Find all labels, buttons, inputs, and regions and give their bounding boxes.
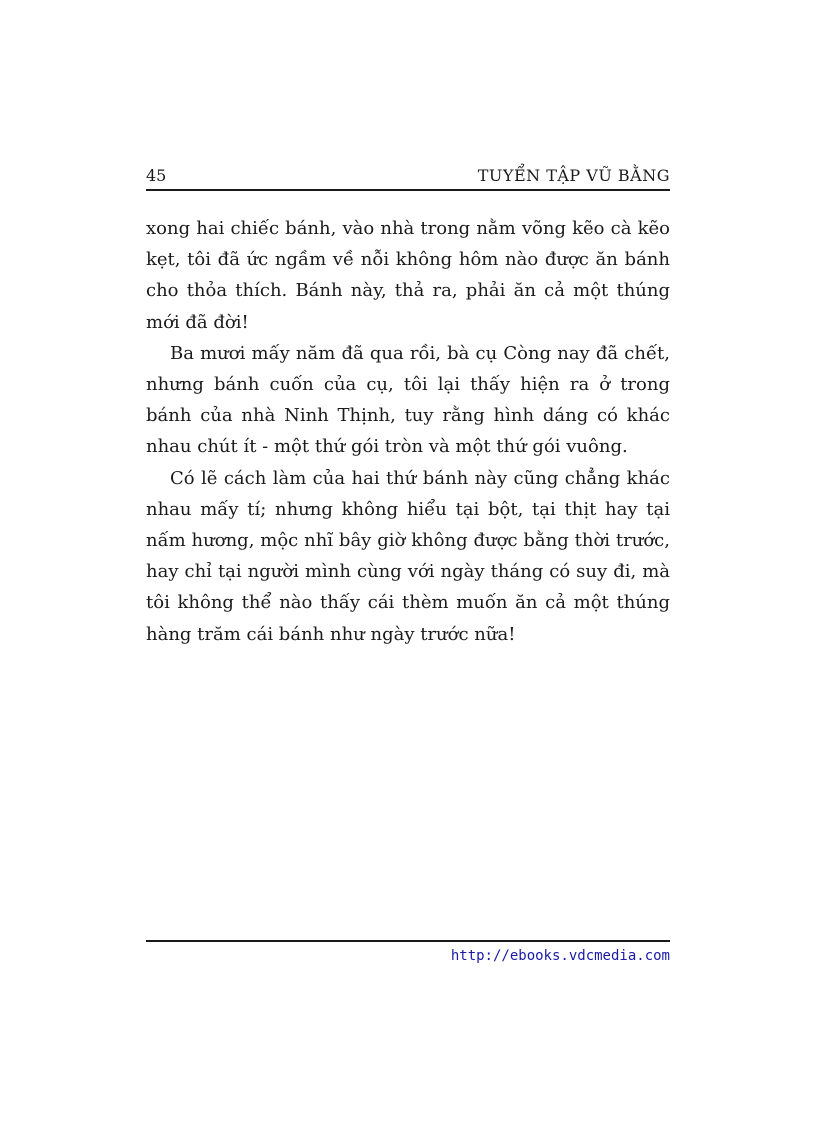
body-text [146, 213, 670, 650]
paragraph-3: Có lẽ cách làm của hai thứ bánh này cũng chẳng khác nhau mấy tí; nhưng không hiểu tại bột, tại thịt hay tại nấm hương, mộc nhĩ bây giờ không được bằng thời trước, hay chỉ tại người mình cùng với ngày tháng có suy đi, mà tôi không thể nào thấy cái thèm muốn ăn cả một thúng hàng trăm cái bánh như ngày trước nữa! [146, 467, 670, 645]
paragraph-2: Ba mươi mấy năm đã qua rồi, bà cụ Còng nay đã chết, nhưng bánh cuốn của cụ, tôi lại thấy hiện ra ở trong bánh của nhà Ninh Thịnh, tuy rằng hình dáng có khác nhau chút ít - một thứ gói tròn và một thứ gói vuông. [146, 342, 670, 458]
footer-divider [146, 940, 670, 942]
footer-link[interactable]: http://ebooks.vdcmedia.com [450, 948, 670, 964]
paragraph-1: xong hai chiếc bánh, vào nhà trong nằm võng kẽo cà kẽo kẹt, tôi đã ức ngầm về nỗi không hôm nào được ăn bánh cho thỏa thích. Bánh này, thả ra, phải ăn cả một thúng mới đã đời! [146, 218, 670, 333]
page-number: 45 [146, 166, 167, 185]
page-header [146, 163, 670, 191]
book-title: TUYỂN TẬP VŨ BẰNG [477, 166, 670, 185]
